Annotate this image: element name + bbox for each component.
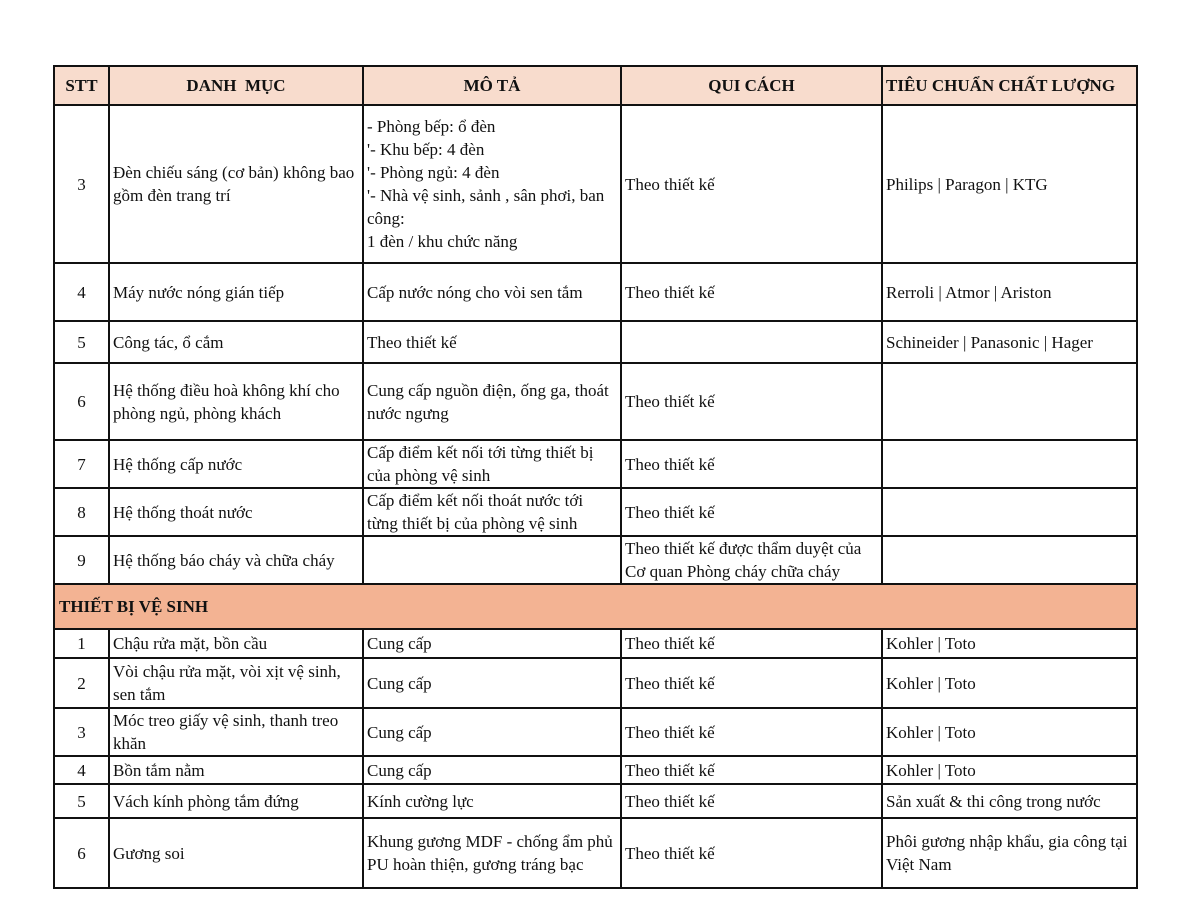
row-standard: Kohler | Toto [882,629,1137,658]
table-row [54,536,1137,584]
row-category: Vách kính phòng tắm đứng [109,784,363,818]
table-row [54,105,1137,263]
table-row [54,708,1137,756]
row-category: Hệ thống cấp nước [109,440,363,488]
row-description: Cấp điểm kết nối tới từng thiết bị của phòng vệ sinh [363,440,621,488]
row-description: Cấp nước nóng cho vòi sen tắm [363,263,621,321]
row-standard: Kohler | Toto [882,658,1137,708]
row-stt: 5 [54,321,109,363]
row-stt: 2 [54,658,109,708]
row-spec: Theo thiết kế [621,708,882,756]
specification-table [53,65,1138,889]
row-description: Cung cấp [363,756,621,784]
table-header-row [54,66,1137,105]
row-standard: Kohler | Toto [882,756,1137,784]
row-description: Cung cấp [363,708,621,756]
row-standard: Rerroli | Atmor | Ariston [882,263,1137,321]
row-category: Máy nước nóng gián tiếp [109,263,363,321]
row-category: Hệ thống điều hoà không khí cho phòng ngủ, phòng khách [109,363,363,440]
header-standard: TIÊU CHUẨN CHẤT LƯỢNG [882,66,1137,105]
row-stt: 4 [54,263,109,321]
row-description: Cấp điểm kết nối thoát nước tới từng thiết bị của phòng vệ sinh [363,488,621,536]
row-stt: 3 [54,105,109,263]
row-description: Kính cường lực [363,784,621,818]
row-spec: Theo thiết kế [621,658,882,708]
row-category: Hệ thống báo cháy và chữa cháy [109,536,363,584]
row-category: Móc treo giấy vệ sinh, thanh treo khăn [109,708,363,756]
row-description: Cung cấp [363,658,621,708]
row-category: Hệ thống thoát nước [109,488,363,536]
row-standard [882,536,1137,584]
row-standard: Philips | Paragon | KTG [882,105,1137,263]
row-spec: Theo thiết kế [621,784,882,818]
row-spec: Theo thiết kế [621,629,882,658]
row-spec [621,321,882,363]
table-row [54,363,1137,440]
row-stt: 8 [54,488,109,536]
table-row [54,629,1137,658]
row-description: Cung cấp nguồn điện, ống ga, thoát nước ngưng [363,363,621,440]
row-stt: 4 [54,756,109,784]
row-category: Vòi chậu rửa mặt, vòi xịt vệ sinh, sen tắm [109,658,363,708]
row-standard [882,440,1137,488]
row-stt: 5 [54,784,109,818]
row-standard: Sản xuất & thi công trong nước [882,784,1137,818]
row-spec: Theo thiết kế [621,263,882,321]
table-row [54,756,1137,784]
table-row [54,263,1137,321]
header-spec: QUI CÁCH [621,66,882,105]
row-stt: 3 [54,708,109,756]
row-description: - Phòng bếp: ổ đèn '- Khu bếp: 4 đèn '- Phòng ngủ: 4 đèn '- Nhà vệ sinh, sảnh , sân phơi, ban công: 1 đèn / khu chức năng [363,105,621,263]
table-row [54,784,1137,818]
row-standard [882,363,1137,440]
row-spec: Theo thiết kế [621,440,882,488]
section-header-row [54,584,1137,629]
row-stt: 6 [54,818,109,888]
row-description: Khung gương MDF - chống ẩm phủ PU hoàn thiện, gương tráng bạc [363,818,621,888]
row-description: Cung cấp [363,629,621,658]
row-spec: Theo thiết kế [621,363,882,440]
table-row [54,440,1137,488]
row-standard: Schineider | Panasonic | Hager [882,321,1137,363]
row-spec: Theo thiết kế [621,105,882,263]
table-row [54,658,1137,708]
row-description: Theo thiết kế [363,321,621,363]
row-spec: Theo thiết kế [621,818,882,888]
row-stt: 9 [54,536,109,584]
row-standard: Phôi gương nhập khẩu, gia công tại Việt Nam [882,818,1137,888]
row-spec: Theo thiết kế được thẩm duyệt của Cơ quan Phòng cháy chữa cháy [621,536,882,584]
section-title: THIẾT BỊ VỆ SINH [54,584,1137,629]
row-spec: Theo thiết kế [621,756,882,784]
row-spec: Theo thiết kế [621,488,882,536]
table-row [54,321,1137,363]
header-category: DANH MỤC [109,66,363,105]
row-category: Chậu rửa mặt, bồn cầu [109,629,363,658]
header-stt: STT [54,66,109,105]
row-stt: 1 [54,629,109,658]
row-standard: Kohler | Toto [882,708,1137,756]
row-stt: 7 [54,440,109,488]
row-category: Công tác, ổ cắm [109,321,363,363]
row-description [363,536,621,584]
table-row [54,488,1137,536]
header-description: MÔ TẢ [363,66,621,105]
row-category: Bồn tắm nằm [109,756,363,784]
table-row [54,818,1137,888]
row-stt: 6 [54,363,109,440]
row-standard [882,488,1137,536]
row-category: Gương soi [109,818,363,888]
row-category: Đèn chiếu sáng (cơ bản) không bao gồm đèn trang trí [109,105,363,263]
